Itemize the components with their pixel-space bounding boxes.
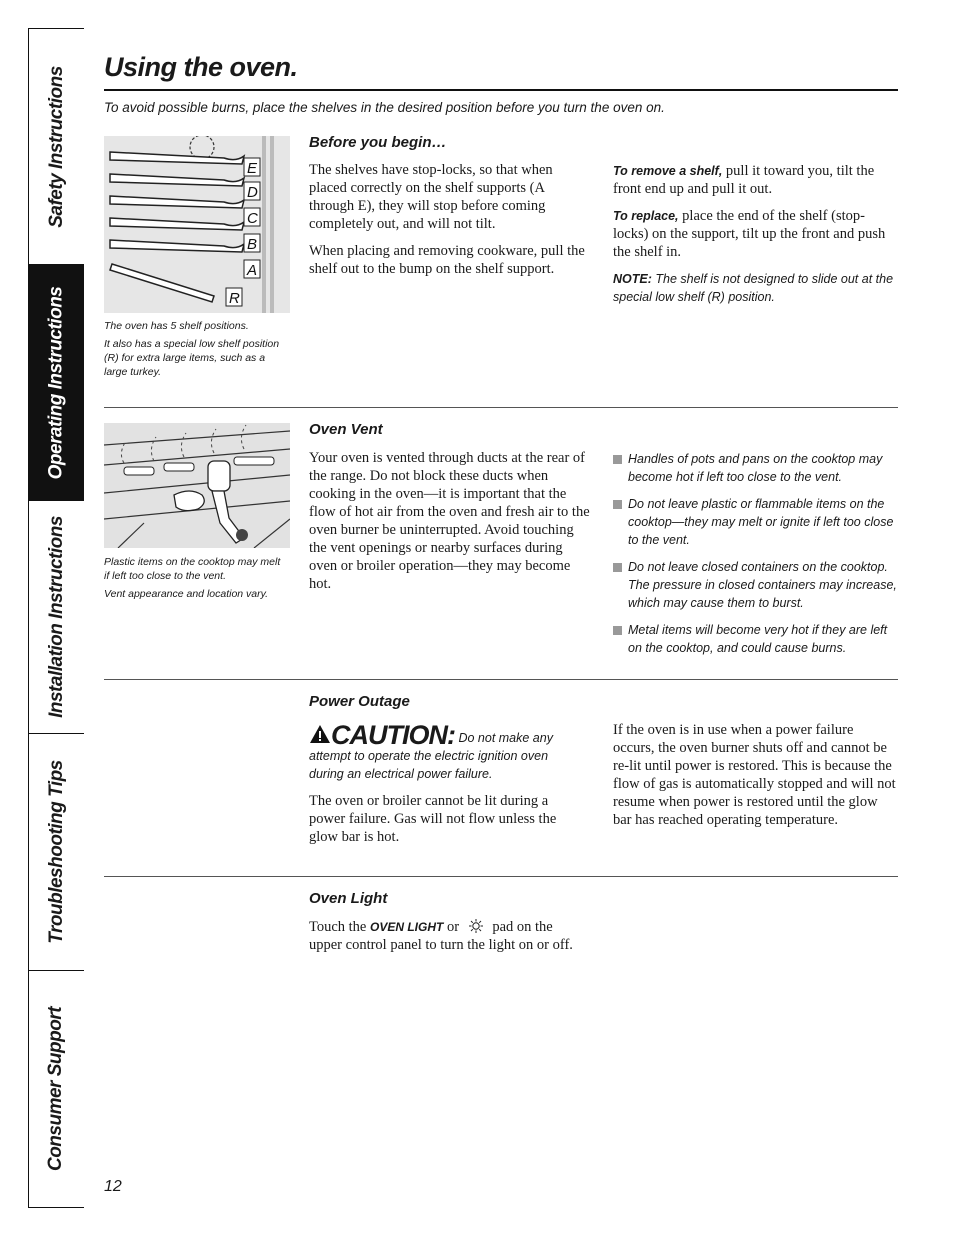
title-divider	[104, 89, 898, 91]
page-number: 12	[104, 1178, 122, 1195]
warning-triangle-icon	[309, 724, 331, 744]
light-body: Touch the OVEN LIGHT or pad on the upper control panel to turn the light on or off.	[309, 919, 573, 953]
shelf-instructions: To remove a shelf, pull it toward you, tilt the front end up and pull it out. To replace, place the end of the shelf (stop-locks) on the support, tilt up the front and push the shelf in. NOTE: The shelf is not designed to slide out at the special low shelf (R) position.	[613, 163, 894, 304]
list-item: Handles of pots and pans on the cooktop may become hot if left too close to the vent.	[613, 450, 897, 486]
shelf-illustration	[104, 136, 290, 313]
vent-figure-caption: Plastic items on the cooktop may melt if left too close to the vent. Vent appearance and location vary.	[104, 556, 281, 600]
light-bulb-icon	[466, 919, 486, 933]
list-item: Metal items will become very hot if they are left on the cooktop, and could cause burns.	[613, 621, 897, 657]
tab-operating-instructions[interactable]: Operating Instructions	[29, 265, 84, 501]
caution-label: CAUTION:	[331, 720, 455, 750]
list-item: Do not leave plastic or flammable items on the cooktop—they may melt or ignite if left too close to the vent.	[613, 495, 897, 549]
list-item: Do not leave closed containers on the cooktop. The pressure in closed containers may increase, which may cause them to burst.	[613, 558, 897, 612]
oven-light-pad-label: OVEN LIGHT	[370, 920, 444, 934]
oven-vent-figure	[104, 423, 290, 548]
shelf-figure-caption: The oven has 5 shelf positions. It also has a special low shelf position (R) for extra large items, such as a large turkey.	[104, 320, 280, 378]
power-heading: Power Outage	[309, 693, 410, 710]
tab-troubleshooting-tips[interactable]: Troubleshooting Tips	[29, 734, 84, 971]
page-title: Using the oven.	[104, 52, 298, 82]
replace-shelf-label: To replace,	[613, 209, 679, 223]
vent-heading: Oven Vent	[309, 421, 383, 438]
tab-consumer-support[interactable]: Consumer Support	[45, 1006, 67, 1172]
shelf-label-a: A	[247, 262, 258, 279]
shelf-positions-figure	[104, 136, 290, 313]
shelf-label-b: B	[247, 236, 258, 253]
power-outage-p2-block: If the oven is in use when a power failure occurs, the oven burner shuts off and cannot be re-lit until power is restored. This is because the flow of gas is automatically stopped and will not resume when power is restored until the glow bar has reached operating temperature.	[613, 722, 896, 828]
intro-text: To avoid possible burns, place the shelves in the desired position before you turn the oven on.	[104, 100, 665, 115]
before-heading: Before you begin…	[309, 134, 447, 151]
caution-block	[309, 720, 577, 855]
section-divider	[104, 876, 898, 877]
shelf-label-d: D	[247, 184, 258, 201]
vent-body: Your oven is vented through ducts at the rear of the range. Do not block these ducts when cooking in the oven—it is important that the flow of hot air from the oven and fresh air to the oven burner be uninterrupted. Avoid touching the vent openings or nearby surfaces during oven or broiler operation—they may become hot.	[309, 450, 590, 592]
shelf-label-e: E	[247, 160, 258, 177]
vent-illustration	[104, 423, 290, 548]
before-body: The shelves have stop-locks, so that when placed correctly on the shelf supports (A through E), they will stop before coming completely out, and will not tilt. When placing and removing cookware, pull the shelf out to the bump on the shelf support.	[309, 162, 585, 277]
tab-safety-instructions[interactable]: Safety Instructions	[29, 29, 84, 265]
tab-installation-instructions[interactable]: Installation Instructions	[29, 501, 84, 734]
section-divider	[104, 679, 898, 680]
sidebar-tabs	[28, 28, 84, 1208]
power-outage-p1: The oven or broiler cannot be lit during a power failure. Gas will not flow unless the glow bar is hot.	[309, 793, 557, 845]
section-divider	[104, 407, 898, 408]
shelf-label-c: C	[247, 210, 258, 227]
shelf-label-r: R	[229, 290, 240, 307]
light-heading: Oven Light	[309, 890, 388, 907]
vent-warnings-list	[613, 450, 897, 666]
caution-text: Do not make any attempt to operate the electric ignition oven during an electrical power failure.	[309, 731, 553, 781]
note-label: NOTE:	[613, 272, 652, 286]
remove-shelf-label: To remove a shelf,	[613, 164, 723, 178]
